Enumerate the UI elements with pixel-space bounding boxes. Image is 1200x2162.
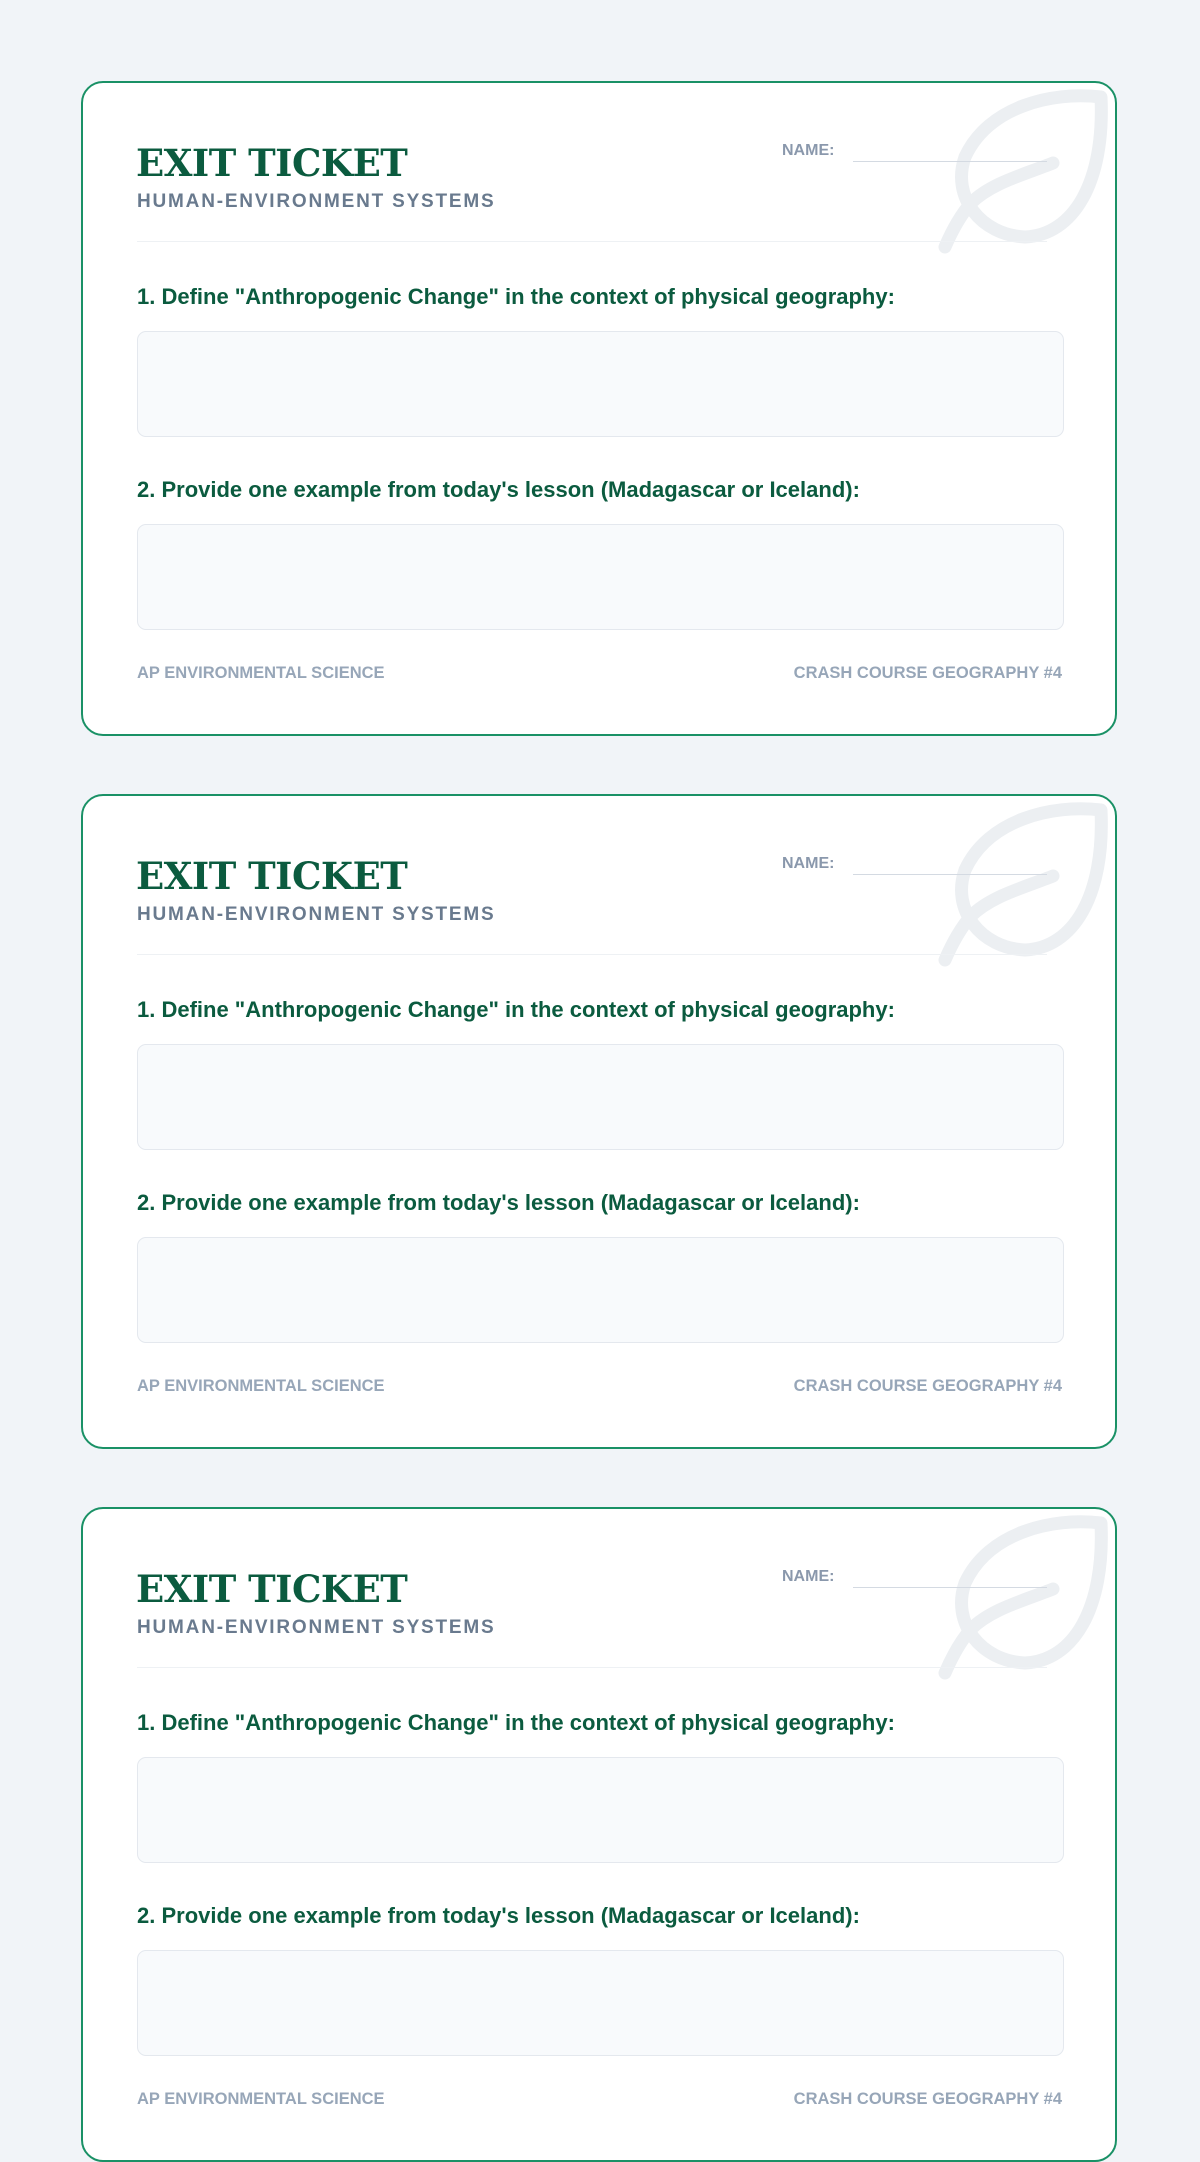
name-field-line[interactable] xyxy=(853,874,1047,875)
header-divider xyxy=(137,1667,1047,1668)
course-label: AP ENVIRONMENTAL SCIENCE xyxy=(137,1377,385,1395)
name-field-line[interactable] xyxy=(853,161,1047,162)
ticket-title: EXIT TICKET xyxy=(136,1567,408,1611)
answer-box-2[interactable] xyxy=(137,1950,1064,2056)
header-divider xyxy=(137,954,1047,955)
episode-label: CRASH COURSE GEOGRAPHY #4 xyxy=(793,1377,1062,1395)
episode-label: CRASH COURSE GEOGRAPHY #4 xyxy=(793,664,1062,682)
exit-ticket-card xyxy=(81,794,1117,1449)
answer-box-2[interactable] xyxy=(137,1237,1064,1343)
course-label: AP ENVIRONMENTAL SCIENCE xyxy=(137,664,385,682)
question-1: 1. Define "Anthropogenic Change" in the context of physical geography: xyxy=(137,997,895,1022)
course-label: AP ENVIRONMENTAL SCIENCE xyxy=(137,2090,385,2108)
ticket-subtitle: HUMAN-ENVIRONMENT SYSTEMS xyxy=(137,1617,496,1638)
leaf-icon xyxy=(933,1511,1111,1683)
question-2: 2. Provide one example from today's lesson (Madagascar or Iceland): xyxy=(137,477,860,502)
name-field-line[interactable] xyxy=(853,1587,1047,1588)
answer-box-1[interactable] xyxy=(137,331,1064,437)
exit-ticket-card xyxy=(81,1507,1117,2162)
episode-label: CRASH COURSE GEOGRAPHY #4 xyxy=(793,2090,1062,2108)
answer-box-1[interactable] xyxy=(137,1757,1064,1863)
name-label: NAME: xyxy=(782,855,835,872)
leaf-icon xyxy=(933,85,1111,257)
question-2: 2. Provide one example from today's lesson (Madagascar or Iceland): xyxy=(137,1903,860,1928)
ticket-subtitle: HUMAN-ENVIRONMENT SYSTEMS xyxy=(137,904,496,925)
ticket-subtitle: HUMAN-ENVIRONMENT SYSTEMS xyxy=(137,191,496,212)
question-2: 2. Provide one example from today's lesson (Madagascar or Iceland): xyxy=(137,1190,860,1215)
question-1: 1. Define "Anthropogenic Change" in the context of physical geography: xyxy=(137,284,895,309)
leaf-icon xyxy=(933,798,1111,970)
ticket-title: EXIT TICKET xyxy=(136,141,408,185)
answer-box-1[interactable] xyxy=(137,1044,1064,1150)
name-label: NAME: xyxy=(782,1568,835,1585)
exit-ticket-card xyxy=(81,81,1117,736)
name-label: NAME: xyxy=(782,142,835,159)
answer-box-2[interactable] xyxy=(137,524,1064,630)
question-1: 1. Define "Anthropogenic Change" in the context of physical geography: xyxy=(137,1710,895,1735)
ticket-title: EXIT TICKET xyxy=(136,854,408,898)
header-divider xyxy=(137,241,1047,242)
